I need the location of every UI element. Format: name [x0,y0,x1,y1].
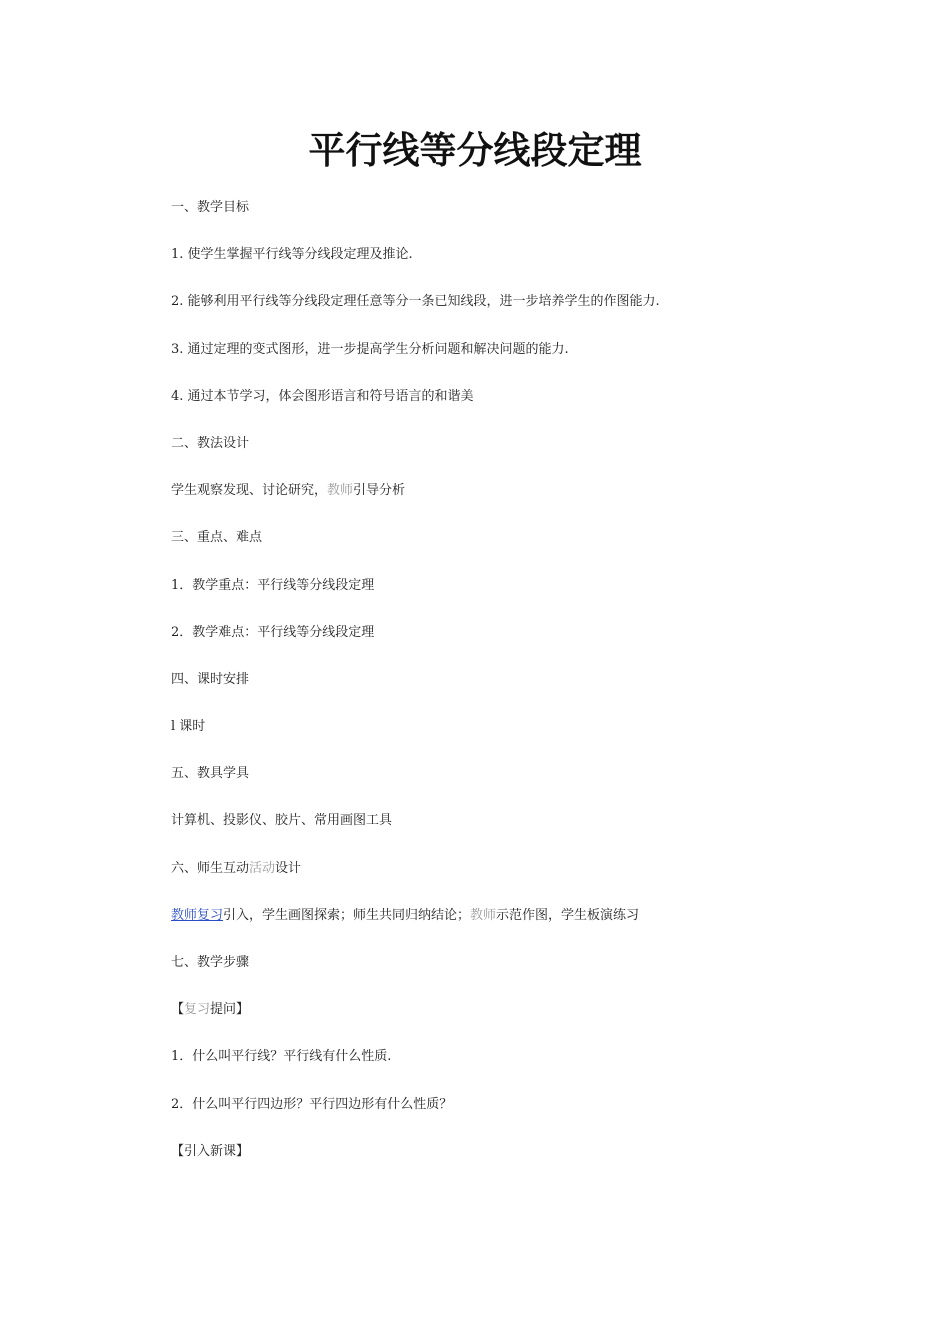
method-text-highlight: 教师 [327,483,354,499]
goal-item-1: 1. 使学生掌握平行线等分线段定理及推论. [171,247,413,263]
interaction-text [171,904,791,951]
key-point-1: 1．教学重点：平行线等分线段定理 [171,577,375,593]
goal-item-4: 4. 通过本节学习，体会图形语言和符号语言的和谐美 [171,388,474,404]
interaction-text-highlight: 教师 [470,907,497,923]
interaction-text-part-2: 示范作图，学生板演练习 [496,907,640,923]
key-point-2: 2．教学难点：平行线等分线段定理 [171,624,375,640]
goal-item-2: 2. 能够利用平行线等分线段定理任意等分一条已知线段，进一步培养学生的作图能力. [171,294,660,310]
section-heading-key-points: 三、重点、难点 [171,530,263,546]
tools-text: 计算机、投影仪、胶片、常用画图工具 [171,813,393,829]
section-heading-tools: 五、教具学具 [171,766,250,782]
teacher-review-link[interactable]: 教师复习 [171,907,224,923]
method-text-pre: 学生观察发现、讨论研究， [171,483,328,499]
schedule-text: l 课时 [171,719,206,735]
review-question-1: 1．什么叫平行线？平行线有什么性质. [171,1049,392,1065]
section-heading-schedule: 四、课时安排 [171,671,250,687]
review-heading-rest: 提问】 [210,1002,250,1018]
section-heading-goals: 一、教学目标 [171,200,250,215]
review-heading [171,998,791,1045]
intro-heading: 【引入新课】 [171,1143,250,1159]
interaction-heading-highlight: 活动 [249,860,276,876]
review-highlight: 复习 [184,1002,211,1018]
interaction-heading-pre: 六、师生互动 [171,860,250,876]
page-title: 平行线等分线段定理 [308,128,642,172]
interaction-heading-post: 设计 [275,860,302,876]
review-bracket-open: 【 [171,1002,185,1018]
section-heading-interaction [171,857,791,904]
review-question-2: 2．什么叫平行四边形？平行四边形有什么性质？ [171,1096,453,1112]
section-heading-steps: 七、教学步骤 [171,955,250,970]
method-text-post: 引导分析 [353,483,406,499]
document-body [171,196,791,1187]
section-heading-method: 二、教法设计 [171,435,250,451]
goal-item-3: 3. 通过定理的变式图形，进一步提高学生分析问题和解决问题的能力. [171,341,569,357]
interaction-text-part-1: 引入，学生画图探索；师生共同归纳结论； [223,907,471,923]
method-text [171,479,791,526]
